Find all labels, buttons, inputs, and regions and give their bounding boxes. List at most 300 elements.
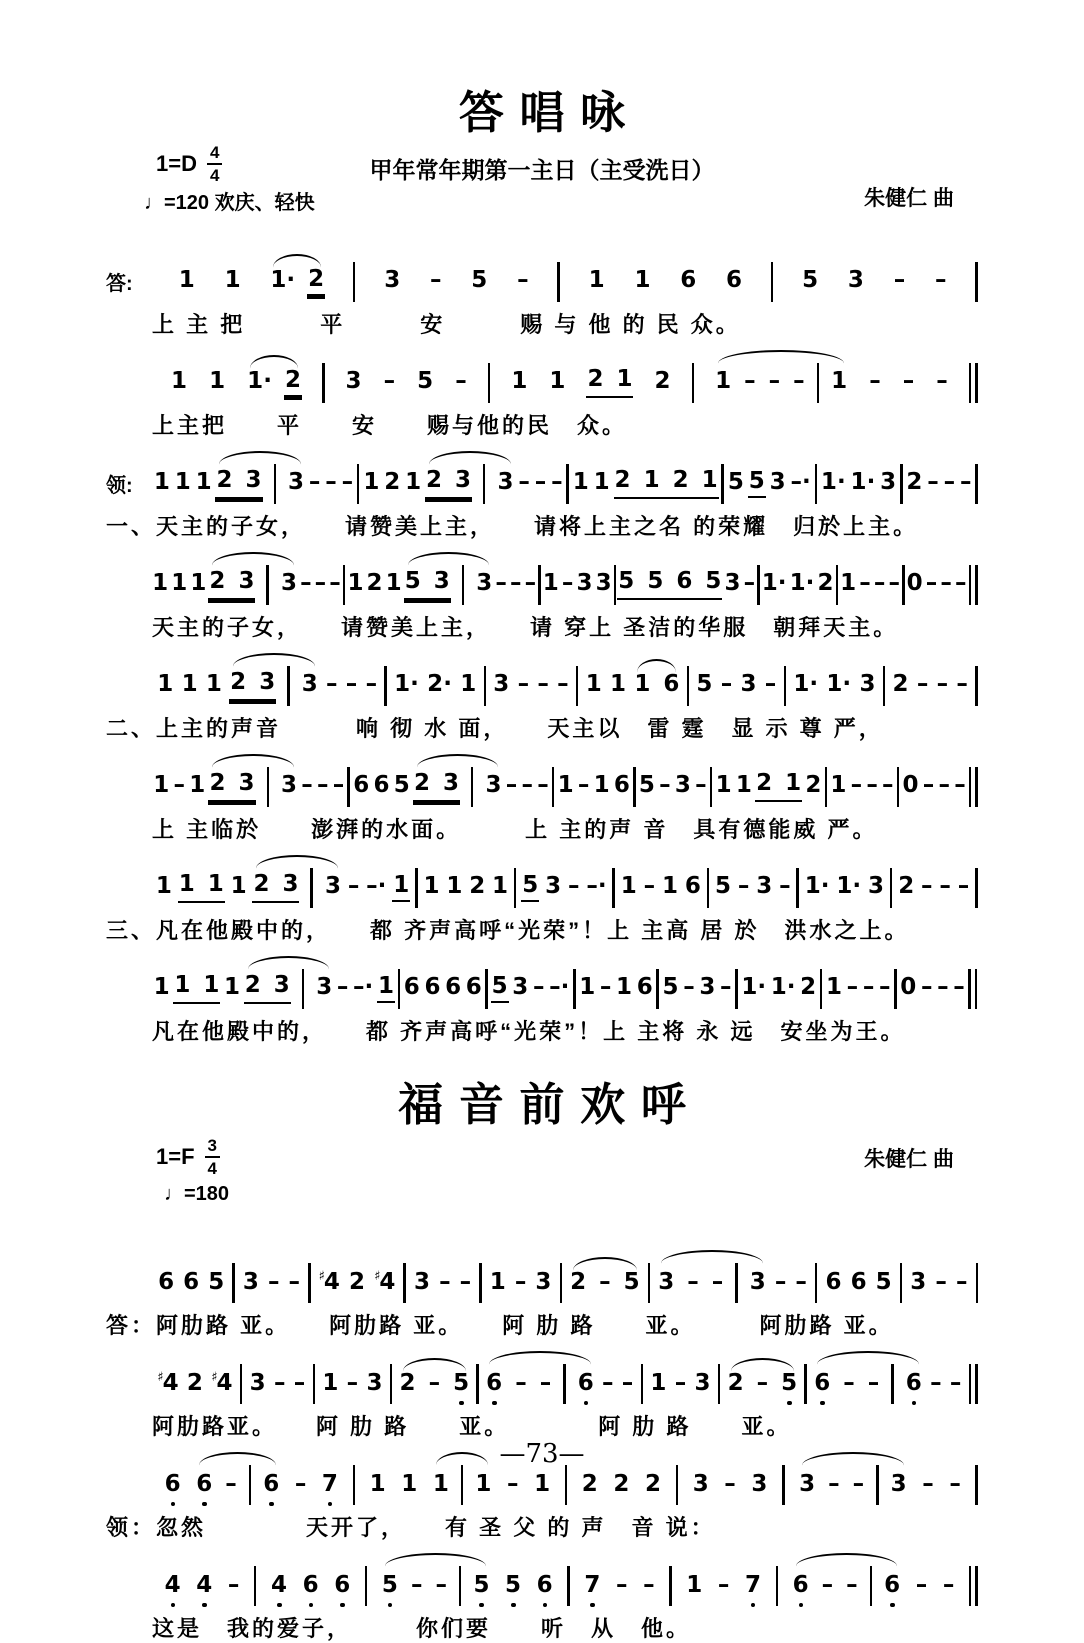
notation-line: [106, 462, 978, 506]
note: 3: [324, 874, 342, 900]
note: 1: [181, 672, 199, 698]
barline: [883, 666, 886, 706]
dash: –: [314, 571, 328, 597]
sharp-icon: ♯: [319, 1269, 325, 1284]
note: 2: [425, 468, 443, 494]
barline: [870, 1566, 873, 1606]
note: 6: [613, 773, 631, 799]
dash: –: [517, 672, 531, 698]
note: 3: [383, 268, 401, 294]
note: 2: [586, 367, 604, 393]
barline: [975, 565, 978, 605]
dash: –: [615, 1573, 629, 1599]
barline: [721, 464, 724, 504]
dash: –: [922, 773, 936, 799]
barline: [560, 1263, 563, 1303]
note: 5: [404, 569, 422, 595]
note: 3: [496, 470, 514, 496]
slur-group: [569, 1270, 641, 1296]
note: 1: [153, 975, 171, 1001]
note: 1·: [789, 571, 816, 597]
dash: –: [719, 975, 733, 1001]
note: 2: [348, 1270, 366, 1296]
note: 1: [643, 468, 661, 494]
note: 1: [685, 1573, 703, 1599]
dash: –: [955, 1270, 969, 1296]
note: 2: [252, 872, 270, 898]
note: 3: [237, 569, 255, 595]
beam-group: [173, 973, 220, 1003]
dash: –: [556, 672, 570, 698]
note: 1: [615, 367, 633, 393]
song1-title: 答 唱 咏: [106, 88, 978, 138]
note: 2: [804, 773, 822, 799]
note: 6: [684, 874, 702, 900]
barline: [573, 969, 576, 1009]
dash: –: [737, 874, 751, 900]
barline: [308, 1263, 311, 1303]
dash: –: [694, 773, 708, 799]
note: 3: [475, 571, 493, 597]
note: 2: [366, 571, 384, 597]
barline: [776, 1566, 779, 1606]
song2-time-top: 3: [205, 1137, 220, 1158]
song1-time-top: 4: [207, 144, 222, 165]
note: 3: [484, 773, 502, 799]
slur-group: [208, 767, 298, 807]
barline: [876, 1465, 879, 1505]
barline: [969, 1364, 972, 1404]
dash: –: [893, 268, 907, 294]
note: 1: [155, 874, 173, 900]
note: 2: [307, 267, 325, 295]
dash: –: [920, 874, 934, 900]
barline: [975, 464, 978, 504]
barline: [894, 969, 897, 1009]
dash: –: [308, 470, 322, 496]
barline: [975, 1566, 978, 1606]
final-barline: [969, 363, 978, 403]
dash: –: [325, 672, 339, 698]
rest-note: 0: [906, 571, 924, 597]
dash: –: [514, 1270, 528, 1296]
dash: –: [939, 571, 953, 597]
dash: –: [454, 369, 468, 395]
song2-key: 1=F: [156, 1144, 195, 1170]
barline: [476, 1364, 479, 1404]
dash: –: [550, 470, 564, 496]
note: 4: [164, 1573, 182, 1599]
music-system: [106, 866, 978, 945]
note: 5: [207, 1270, 225, 1296]
notation-line: [106, 765, 978, 809]
barline: [484, 666, 487, 706]
dash: –: [717, 1573, 731, 1599]
note: 6: [352, 773, 370, 799]
lyrics-line: 阿肋路亚。 阿 肋 路 亚。 阿 肋 路 亚。: [106, 1410, 978, 1441]
note: 1·: [393, 672, 420, 698]
song2-title: 福 音 前 欢 呼: [106, 1080, 978, 1130]
dash: –: [224, 1472, 238, 1498]
barline: [975, 868, 978, 908]
barline: [267, 767, 270, 807]
double-beam-group: [208, 569, 255, 599]
song2-section: [106, 1080, 978, 1643]
barline: [784, 666, 787, 706]
dash: –: [858, 571, 872, 597]
dash: –: [288, 1270, 302, 1296]
song1-composer: 朱健仁 曲: [864, 182, 954, 212]
note: 1: [156, 672, 174, 698]
song1-tempo: ♩=120 欢庆、轻快: [144, 186, 315, 215]
slur-group: [208, 565, 298, 605]
page-number: —73—: [0, 1439, 1084, 1469]
note: 5: [416, 369, 434, 395]
dash: –: [925, 571, 939, 597]
note: 1·: [804, 874, 831, 900]
double-beam-group: [229, 670, 276, 700]
slur-group: [269, 267, 325, 295]
song1-key: 1=D: [156, 151, 197, 177]
dash: –: [942, 1573, 956, 1599]
note: 1·: [792, 672, 819, 698]
note: 2: [644, 1472, 662, 1498]
barline: [692, 363, 695, 403]
note: 3: [258, 670, 276, 696]
barline: [975, 262, 978, 302]
barline: [240, 1364, 243, 1404]
dash: –: [756, 1371, 770, 1397]
note: 1: [400, 1472, 418, 1498]
slur-group: [381, 1566, 491, 1606]
note: 1·: [825, 672, 852, 698]
final-barline: [969, 1364, 978, 1404]
note: 2: [186, 1371, 204, 1397]
note: 2·: [426, 672, 453, 698]
note: 1: [188, 773, 206, 799]
dash: –: [774, 1270, 788, 1296]
barline: [254, 1566, 257, 1606]
barline: [735, 969, 738, 1009]
dash: –: [494, 571, 508, 597]
note: 6: [444, 975, 462, 1001]
barline: [975, 666, 978, 706]
note: 6: [813, 1371, 831, 1397]
note: 1: [152, 773, 170, 799]
music-system: [106, 1564, 978, 1643]
double-beam-group: [215, 468, 262, 498]
dash: –: [293, 1371, 307, 1397]
note: 1: [572, 470, 590, 496]
barline: [390, 1364, 393, 1404]
dash: –: [316, 773, 330, 799]
barline: [900, 1263, 903, 1303]
note: 2: [816, 571, 834, 597]
lyrics-line: 天主的子女， 请赞美上主， 请 穿上 圣洁的华服 朝拜天主。: [106, 611, 978, 642]
note: 5: [662, 975, 680, 1001]
note: 2: [672, 468, 690, 494]
note: 6: [577, 1371, 595, 1397]
note: 3: [511, 975, 529, 1001]
note: 1: [533, 1472, 551, 1498]
notation-line: [106, 260, 978, 304]
dash: –: [720, 672, 734, 698]
beam-group: [178, 872, 225, 902]
note: 3: [858, 672, 876, 698]
barline: [459, 1566, 462, 1606]
barline: [976, 1263, 979, 1303]
dash: –: [674, 1371, 688, 1397]
note: 6: [825, 1270, 843, 1296]
note: 2: [654, 369, 672, 395]
note: 6: [850, 1270, 868, 1296]
barline: [488, 363, 491, 403]
dash: –: [514, 1371, 528, 1397]
note: 1: [223, 975, 241, 1001]
dash: –: [926, 470, 940, 496]
note: 3: [867, 874, 885, 900]
sharp-icon: ♯: [211, 1370, 217, 1385]
dash: –: [459, 1270, 473, 1296]
note: 1: [178, 268, 196, 294]
dash: –: [345, 672, 359, 698]
barline: [836, 565, 839, 605]
note: 1: [392, 873, 410, 901]
note: 1: [202, 973, 220, 999]
dash: –: [577, 773, 591, 799]
note: 1: [178, 872, 196, 898]
beam-group: [617, 569, 722, 599]
barline: [461, 1465, 464, 1505]
barline: [633, 767, 636, 807]
dash: –: [267, 1270, 281, 1296]
slur-group: [798, 1465, 908, 1505]
dash: –: [929, 1371, 943, 1397]
note: 1: [825, 975, 843, 1001]
note: 1: [362, 470, 380, 496]
barline: [567, 1566, 570, 1606]
note: 3: [755, 874, 773, 900]
note: 1: [153, 470, 171, 496]
note: 1: [557, 773, 575, 799]
barline: [249, 1465, 252, 1505]
dash: –: [532, 975, 546, 1001]
dash: –: [172, 773, 186, 799]
barline: [771, 262, 774, 302]
dash: –: [534, 470, 548, 496]
note: 1: [661, 874, 679, 900]
dash: –: [682, 975, 696, 1001]
barline: [707, 868, 710, 908]
dash: –: [341, 470, 355, 496]
note: 2: [612, 1472, 630, 1498]
dash: –: [505, 773, 519, 799]
note: 3: [798, 1472, 816, 1498]
barline: [804, 1364, 807, 1404]
note: 1: [205, 672, 223, 698]
note: ♯4: [373, 1270, 396, 1296]
note: 1: [474, 1472, 492, 1498]
slur-group: [244, 969, 334, 1009]
dash: –: [934, 268, 948, 294]
dash: –: [643, 874, 657, 900]
barline: [718, 1364, 721, 1404]
note: 5: [801, 268, 819, 294]
barline: [815, 1263, 818, 1303]
dash: –: [953, 773, 967, 799]
barline: [969, 565, 972, 605]
note: 3: [315, 975, 333, 1001]
barline: [648, 1263, 651, 1303]
barline: [669, 1566, 672, 1606]
note: 1: [422, 874, 440, 900]
note: 5: [472, 1573, 490, 1599]
note: 1·: [740, 975, 767, 1001]
dash: –: [434, 1573, 448, 1599]
lyrics-line: 这是 我的爱子， 你们要 听 从 他。: [106, 1612, 978, 1643]
barline: [347, 767, 350, 807]
note: 5: [875, 1270, 893, 1296]
dash: –: [365, 672, 379, 698]
note: 6: [905, 1371, 923, 1397]
dash: –: [509, 571, 523, 597]
dash: –: [517, 470, 531, 496]
dash: –·: [548, 975, 570, 1001]
note: 1: [784, 771, 802, 797]
dash: –: [948, 1472, 962, 1498]
note: 6: [423, 975, 441, 1001]
lyrics-line: 凡在他殿中的， 都 齐声高呼“光荣”！上 主将 永 远 安坐为王。: [106, 1015, 978, 1046]
note: 1: [829, 773, 847, 799]
note: 1: [189, 571, 207, 597]
note: 5: [748, 469, 766, 497]
barline: [612, 868, 615, 908]
note: 1: [170, 369, 188, 395]
song2-key-signature: [156, 1137, 220, 1177]
dash: –: [873, 571, 887, 597]
rest-note: 0: [899, 975, 917, 1001]
note: 5: [393, 773, 411, 799]
dash: –: [621, 1371, 635, 1397]
notation-line: [106, 1362, 978, 1406]
note: 3: [723, 571, 741, 597]
dash: –: [916, 672, 930, 698]
slur-group: [633, 672, 680, 698]
dash: –: [567, 874, 581, 900]
note: 7: [321, 1472, 339, 1498]
note: 1: [432, 1472, 450, 1498]
song2-header: [106, 1129, 978, 1239]
dash: –: [935, 369, 949, 395]
note: 6: [164, 1472, 182, 1498]
dash: –: [862, 975, 876, 1001]
dash: –: [865, 773, 879, 799]
barline: [485, 969, 488, 1009]
barline: [538, 565, 541, 605]
note: 1: [701, 468, 719, 494]
note: 6: [679, 268, 697, 294]
note: 1: [459, 672, 477, 698]
notation-line: [106, 866, 978, 910]
note: 6: [485, 1371, 503, 1397]
dash: –·: [585, 874, 607, 900]
lyrics-line: 三、凡在他殿中的， 都 齐声高呼“光荣”！上 主高 居 於 洪水之上。: [106, 914, 978, 945]
note: 3: [674, 773, 692, 799]
song2-tempo: ♩=180: [164, 1183, 229, 1206]
note: 1: [369, 1472, 387, 1498]
note: 6: [662, 672, 680, 698]
note: 5: [704, 569, 722, 595]
dash: –: [429, 268, 443, 294]
note: 1: [346, 571, 364, 597]
barline: [897, 767, 900, 807]
barline: [384, 666, 387, 706]
note: 3: [433, 569, 451, 595]
double-beam-group: [425, 468, 472, 498]
note: 1: [489, 1270, 507, 1296]
dash: –: [658, 773, 672, 799]
notation-line: [106, 563, 978, 607]
note: 6: [333, 1573, 351, 1599]
note: 2: [799, 975, 817, 1001]
double-beam-group: [404, 569, 451, 599]
barline: [975, 363, 978, 403]
note: 2: [208, 771, 226, 797]
lyrics-line: 一、天主的子女， 请赞美上主， 请将上主之名 的荣耀 归於上主。: [106, 510, 978, 541]
barline: [687, 666, 690, 706]
slur-group: [425, 464, 515, 504]
note: 3: [280, 773, 298, 799]
music-system: [106, 1463, 978, 1542]
slur-group: [229, 666, 319, 706]
music-system: [106, 765, 978, 844]
note: 3: [692, 1472, 710, 1498]
note: 1: [195, 470, 213, 496]
note: 3: [280, 571, 298, 597]
barline: [975, 969, 978, 1009]
barline: [969, 1566, 972, 1606]
notation-line: [106, 1564, 978, 1608]
dash: –: [936, 975, 950, 1001]
dash: –: [887, 571, 901, 597]
dash: –: [827, 1472, 841, 1498]
barline: [398, 969, 401, 1009]
slur-group: [485, 1364, 595, 1404]
dash: –: [868, 369, 882, 395]
note: 2: [581, 1472, 599, 1498]
barline: [302, 969, 305, 1009]
note: 2: [208, 569, 226, 595]
barline: [353, 262, 356, 302]
slur-group: [714, 363, 848, 403]
dash: –: [336, 975, 350, 1001]
slur-group: [413, 767, 503, 807]
beam-group: [586, 367, 633, 397]
note: 1·: [850, 470, 877, 496]
note: 1: [510, 369, 528, 395]
note: 1·: [835, 874, 862, 900]
dash: –: [438, 1270, 452, 1296]
note: 3: [769, 470, 787, 496]
dash: –: [294, 1472, 308, 1498]
voice-prefix-label: 领:: [106, 469, 150, 498]
dash: –: [561, 571, 575, 597]
note: 6: [636, 975, 654, 1001]
barline: [968, 969, 971, 1009]
note: 1: [649, 1371, 667, 1397]
double-beam-group: [208, 771, 255, 801]
note: 6: [792, 1573, 810, 1599]
